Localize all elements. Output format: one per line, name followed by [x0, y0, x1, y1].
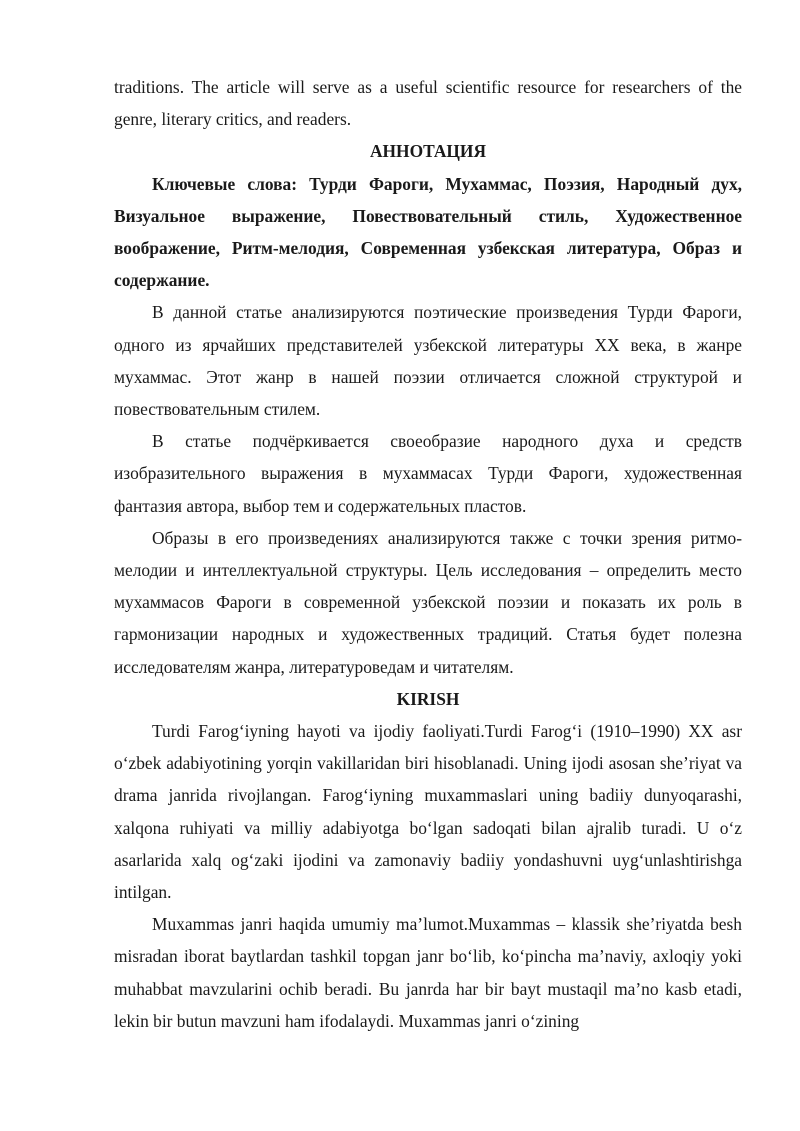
annotation-heading: АННОТАЦИЯ	[369, 141, 487, 162]
keywords-paragraph: Ключевые слова: Турди Фароги, Мухаммас, Поэзия, Народный дух, Визуальное выражение, Повествовательный стиль, Художественное воображение, Ритм-мелодия, Современная узбекская литература, Образ и содержание.	[114, 173, 742, 291]
document-page	[114, 71, 742, 1037]
annotation-paragraph-3: Образы в его произведениях анализируются также с точки зрения ритмо-мелодии и интеллектуальной структуры. Цель исследования – определить место мухаммасов Фароги в современной узбекской поэзии и показать их роль в гармонизации народных и художественных традиций. Статья будет полезна исследователям жанра, литературоведам и читателям.	[114, 527, 742, 677]
intro-paragraph-2: Muxammas janri haqida umumiy ma’lumot.Muxammas – klassik she’riyatda besh misradan iborat baytlardan tashkil topgan janr bo‘lib, ko‘pincha ma’naviy, axloqiy yoki muhabbat mavzularini ochib beradi. Bu janrda har bir bayt mustaqil ma’no kasb etadi, lekin bir butun mavzuni ham ifodalaydi. Muxammas janri o‘zining	[114, 914, 742, 1031]
intro-paragraph-1: Turdi Farog‘iyning hayoti va ijodiy faoliyati.Turdi Farog‘i (1910–1990) XX asr o‘zbek adabiyotining yorqin vakillaridan biri hisoblanadi. Uning ijodi asosan she’riyat va drama janrida rivojlangan. Farog‘iyning muxammaslari uning badiiy dunyoqarashi, xalqona ruhiyati va milliy adabiyotga bo‘lgan sadoqati bilan ajralib turadi. U o‘z asarlarida xalq og‘zaki ijodini va zamonaviy badiiy yondashuvni uyg‘unlashtirishga intilgan.	[114, 721, 742, 903]
kirish-heading: KIRISH	[396, 688, 460, 709]
abstract-english-ending: traditions. The article will serve as a useful scientific resource for researchers of the genre, literary critics, and readers.	[114, 77, 742, 130]
annotation-paragraph-2: В статье подчёркивается своеобразие народного духа и средств изобразительного выражения в мухаммасах Турди Фароги, художественная фантазия автора, выбор тем и содержательных пластов.	[114, 431, 742, 516]
annotation-paragraph-1: В данной статье анализируются поэтические произведения Турди Фароги, одного из ярчайших представителей узбекской литературы XX века, в жанре мухаммас. Этот жанр в нашей поэзии отличается сложной структурой и повествовательным стилем.	[114, 302, 742, 420]
